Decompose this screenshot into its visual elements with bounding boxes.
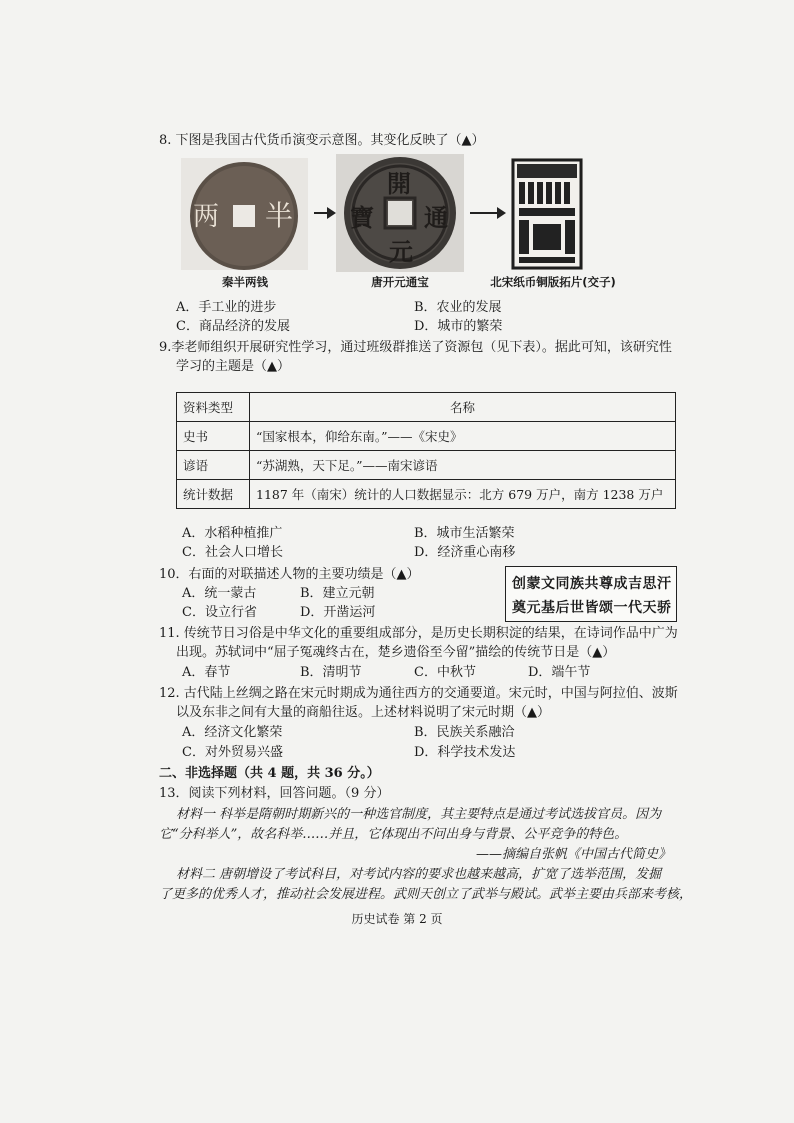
table-cell: 1187 年（南宋）统计的人口数据显示：北方 679 万户，南方 1238 万户 (250, 480, 676, 509)
q12-stem-line1: 12. 古代陆上丝绸之路在宋元时期成为通往西方的交通要道。宋元时，中国与阿拉伯、波斯 (159, 686, 678, 701)
q10-option-b[interactable]: B．建立元朝 (300, 586, 375, 601)
jiaozi-rubbing (511, 158, 583, 270)
arrow-icon (470, 212, 504, 214)
q12-option-b[interactable]: B．民族关系融洽 (414, 725, 515, 740)
q13-material2-line2: 了更多的优秀人才，推动社会发展进程。武则天创立了武举与殿试。武举主要由兵部来考核， (159, 887, 693, 902)
table-cell: 谚语 (177, 451, 250, 480)
table-header-type: 资料类型 (177, 393, 250, 422)
q11-option-c[interactable]: C．中秋节 (414, 665, 476, 680)
q10-option-c[interactable]: C．设立行省 (182, 605, 257, 620)
q12-option-c[interactable]: C．对外贸易兴盛 (182, 745, 283, 760)
table-cell: 史书 (177, 422, 250, 451)
couplet-box (505, 566, 677, 622)
q9-option-c[interactable]: C．社会人口增长 (182, 545, 283, 560)
coin1-label: 秦半两钱 (222, 275, 268, 289)
couplet-line2: 奠元基后世皆颂一代天骄 (512, 600, 672, 616)
q10-option-d[interactable]: D．开凿运河 (300, 605, 376, 620)
table-cell: “苏湖熟，天下足。”——南宋谚语 (250, 451, 676, 480)
table-header-name: 名称 (250, 393, 676, 422)
resource-table (176, 392, 676, 509)
q8-option-c[interactable]: C．商品经济的发展 (176, 319, 290, 334)
coin3-label: 北宋纸币铜版拓片(交子) (490, 275, 616, 289)
q9-stem-line1: 9.李老师组织开展研究性学习，通过班级群推送了资源包（见下表）。据此可知，该研究性 (159, 340, 672, 355)
q11-stem-line1: 11. 传统节日习俗是中华文化的重要组成部分，是历史长期积淀的结果，在诗词作品中广为 (159, 626, 678, 641)
q13-material1-line1: 材料一 科举是隋朝时期新兴的一种选官制度，其主要特点是通过考试选拔官员。因为 (176, 807, 662, 822)
section2-heading: 二、非选择题（共 4 题，共 36 分。） (159, 766, 380, 781)
q11-stem-line2: 出现。苏轼词中“屈子冤魂终古在，楚乡遗俗至今留”描绘的传统节日是（▲） (176, 645, 616, 660)
table-row (177, 451, 676, 480)
q12-option-a[interactable]: A．经济文化繁荣 (182, 725, 283, 740)
coin2-label: 唐开元通宝 (371, 275, 429, 289)
arrow-icon (314, 212, 334, 214)
q12-stem-line2: 以及东非之间有大量的商船往返。上述材料说明了宋元时期（▲） (176, 705, 550, 720)
coin-kaiyuan-left: 寶 (350, 203, 374, 232)
q11-option-a[interactable]: A．春节 (182, 665, 231, 680)
table-row (177, 480, 676, 509)
q12-option-d[interactable]: D．科学技术发达 (414, 745, 516, 760)
q10-option-a[interactable]: A．统一蒙古 (182, 586, 257, 601)
q13-material2-line1: 材料二 唐朝增设了考试科目，对考试内容的要求也越来越高，扩宽了选举范围，发掘 (176, 867, 662, 882)
jiaozi-rubbing-image (511, 158, 583, 270)
q13-stem: 13．阅读下列材料，回答问题。（9 分） (159, 786, 390, 801)
q13-material1-source: ——摘编自张帆《中国古代简史》 (476, 847, 672, 862)
coin-qin-banliang (181, 158, 308, 270)
coin-kaiyuan-top: 開 (387, 169, 411, 198)
q8-option-d[interactable]: D．城市的繁荣 (414, 319, 503, 334)
coin-qin-char-right: 半 (265, 199, 294, 232)
q10-stem: 10．右面的对联描述人物的主要功绩是（▲） (159, 567, 420, 582)
couplet-line1: 创蒙文同族共尊成吉思汗 (512, 576, 672, 592)
q8-stem: 8. 下图是我国古代货币演变示意图。其变化反映了（▲） (159, 133, 485, 148)
coin-kaiyuan-tongbao (336, 154, 464, 272)
q9-stem-line2: 学习的主题是（▲） (176, 359, 290, 374)
table-cell: 统计数据 (177, 480, 250, 509)
table-header-row (177, 393, 676, 422)
table-cell: “国家根本，仰给东南。”——《宋史》 (250, 422, 676, 451)
q11-option-d[interactable]: D．端午节 (528, 665, 591, 680)
coin-kaiyuan-bottom: 元 (389, 237, 413, 266)
q8-option-a[interactable]: A．手工业的进步 (176, 300, 277, 315)
coin-qin-char-left: 两 (193, 202, 220, 232)
q9-option-b[interactable]: B．城市生活繁荣 (414, 526, 515, 541)
coin-kaiyuan-right: 通 (424, 203, 448, 232)
q8-option-b[interactable]: B．农业的发展 (414, 300, 502, 315)
q13-material1-line2: 它“分科举人”，故名科举……并且，它体现出不问出身与背景、公平竞争的特色。 (159, 827, 628, 842)
q9-option-a[interactable]: A．水稻种植推广 (182, 526, 283, 541)
page-footer: 历史试卷 第 2 页 (351, 912, 443, 926)
q11-option-b[interactable]: B．清明节 (300, 665, 362, 680)
table-row (177, 422, 676, 451)
q9-option-d[interactable]: D．经济重心南移 (414, 545, 516, 560)
